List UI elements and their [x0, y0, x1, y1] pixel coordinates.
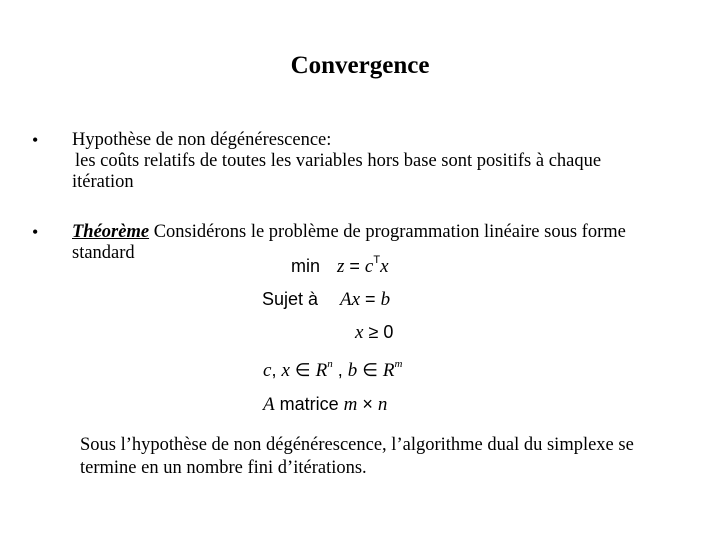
- objective-label: min: [291, 256, 321, 276]
- matrix-dimension: A matrice m × n: [263, 394, 388, 415]
- hypothesis-text-line-1: les coûts relatifs de toutes les variables hors base sont positifs à chaque: [75, 151, 602, 171]
- conclusion-line-1: Sous l’hypothèse de non dégénérescence, l’algorithme dual du simplexe se: [80, 435, 634, 455]
- theorem-text-1: Considérons le problème de programmation linéaire sous forme: [149, 222, 626, 242]
- conclusion-line-2: termine en un nombre fini d’itérations.: [80, 458, 367, 478]
- hypothesis-text-line-2: itération: [72, 172, 134, 192]
- hypothesis-heading: Hypothèse de non dégénérescence:: [72, 130, 332, 150]
- domain-expression: c, x ∈ $R^n$ , b ∈ $R^m$: [263, 358, 403, 381]
- bullet-hypothesis: [72, 130, 672, 193]
- theorem-text-2: standard: [72, 243, 135, 263]
- theorem-label: Théorème: [72, 222, 150, 242]
- theorem-line-1: [72, 222, 692, 243]
- bullet-marker-1: •: [32, 130, 39, 150]
- conclusion: [80, 434, 700, 480]
- nonnegativity-constraint: x ≥ 0: [355, 322, 394, 343]
- constraint-label: Sujet à: [262, 289, 319, 309]
- equality-constraint: Ax = b: [340, 289, 391, 310]
- bullet-marker-2: •: [32, 222, 39, 242]
- slide-title: Convergence: [290, 52, 430, 79]
- objective-expression: $z = c^Tx$: [337, 254, 389, 277]
